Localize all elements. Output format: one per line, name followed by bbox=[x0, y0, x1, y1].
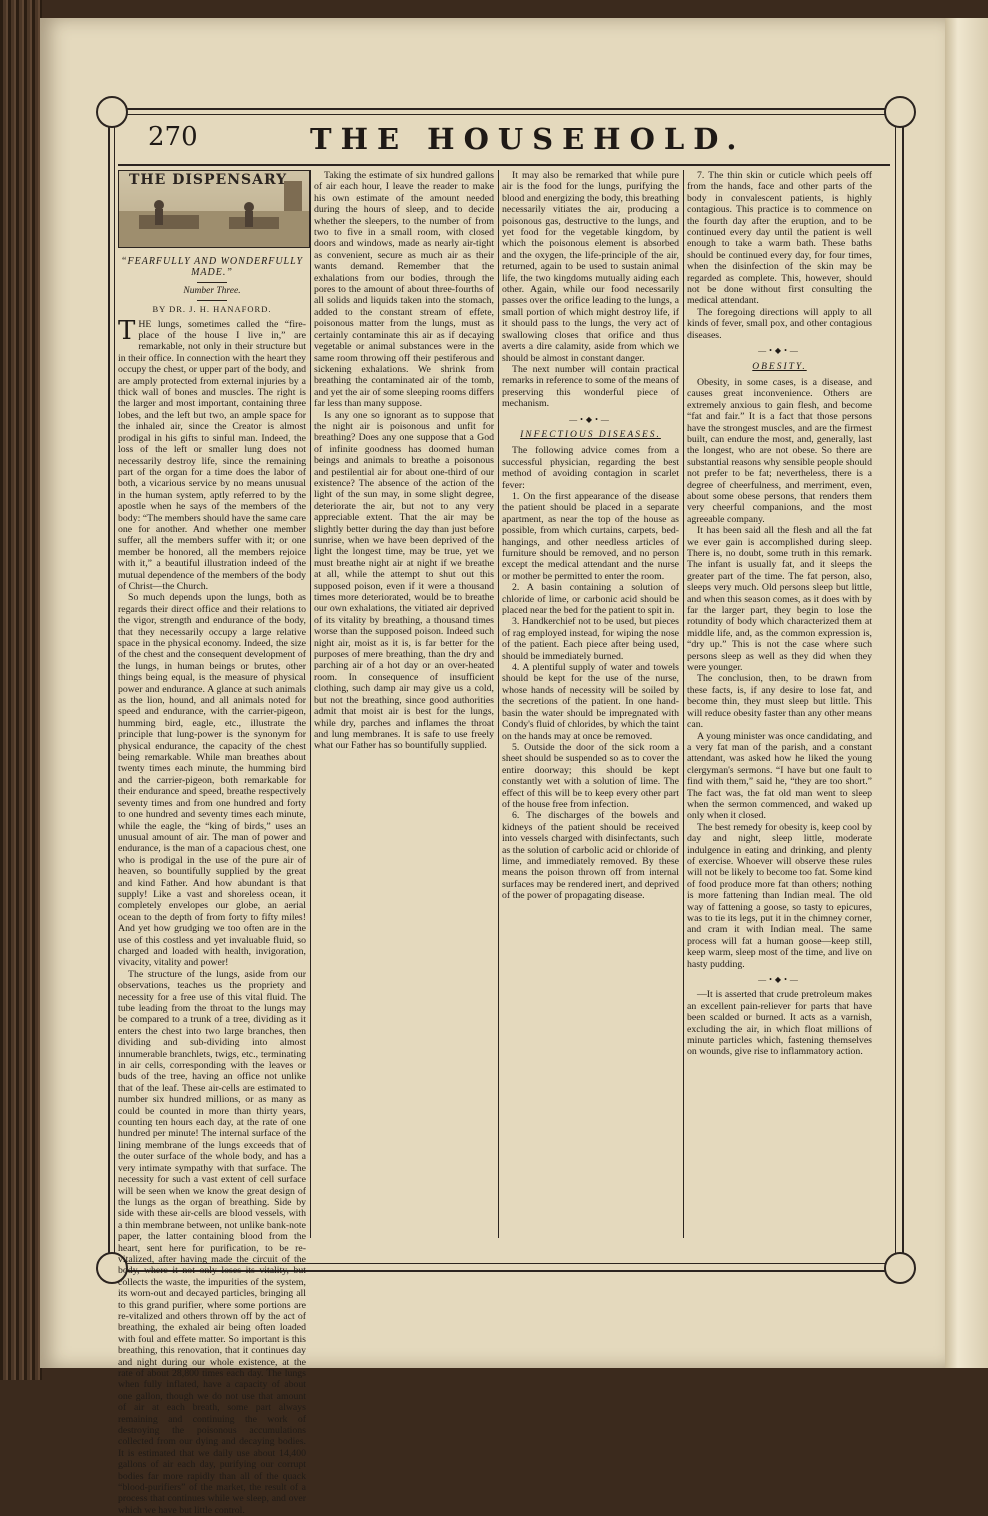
column-divider bbox=[683, 170, 684, 1238]
paragraph: 1. On the first appearance of the disease the patient should be placed in a separate apartment, as near the top of the house as possible, from which curtains, carpets, bed-hangings, and other needless articles of furniture should be removed, and no person except the medical attendant and the nurse or mother be permitted to enter the room. bbox=[502, 490, 679, 582]
article-subtitle: Number Three. bbox=[183, 285, 241, 296]
paragraph: Is any one so ignorant as to suppose that the night air is poisonous and unfit for breathing? Does any one suppose that a God of infinite goodness has doomed human beings and animals to breathe a poisonous and pestilential air for about one-third of our existence? The absence of the action of the light of the sun may, in some slight degree, deteriorate the air, but not to any very appreciable extent. That the air may be slightly better during the day than just before sunrise, when we have been deprived of the light the longest time, may be true, yet we must breathe night air at night if we breathe at all, while the attempt to shut out this supposed poison, even if it were a thousand times more deteriorated, would be to breathe our own exhalations, the vitiated air deprived of its vitality by breathing, a thousand times worse than the supposed poison. Indeed such night air, moist as it is, is far better for the purposes of mere breathing, than the dry and parching air of a hot day or an over-heated room. In consequence of insufficient clothing, such damp air may give us a cold, but not the breathing, since good authorities admit that moist air is best for the lungs, while dry, parches and inflames the throat and lung membranes. It is safe to use freely what our Father has so bountifully supplied. bbox=[314, 409, 494, 752]
paragraph: It has been said all the flesh and all the fat we ever gain is accomplished during sleep. There is, no doubt, some truth in this remark. The infant is usually fat, and it sleeps the greater part of the time. The fat person, also, sleeps very much. Old persons sleep but little, and when this season comes, as it does with by far the larger part, they begin to lose the rotundity of body which characterized them at middle life, and, as the common expression is, “dry up.” This is not the case where such persons sleep as well as they did when they were younger. bbox=[687, 525, 872, 674]
article-byline: BY DR. J. H. HANAFORD. bbox=[152, 304, 272, 315]
paragraph: 5. Outside the door of the sick room a sheet should be suspended so as to cover the entire doorway; this should be kept constantly wet with a solution of lime. The effect of this will be to keep every other part of the house free from infection. bbox=[502, 741, 679, 810]
paragraph: 6. The discharges of the bowels and kidneys of the patient should be received into vessels charged with disinfectants, such as the solution of carbolic acid or chloride of lime, and immediately removed. By these means the poison thrown off from internal surfaces may be rendered inert, and deprived of the power of propagating disease. bbox=[502, 810, 679, 902]
corner-ornament-top-right bbox=[884, 96, 916, 128]
section-heading-infectious: INFECTIOUS DISEASES. bbox=[520, 429, 661, 440]
paragraph: 4. A plentiful supply of water and towels should be kept for the use of the nurse, whose hands of necessity will be soiled by the secretions of the patient. In one hand-basin the water should be impregnated with Condy's fluid of chlorides, by which the taint on the hands may at once be removed. bbox=[502, 662, 679, 742]
corner-ornament-bottom-right bbox=[884, 1252, 916, 1284]
column-1 bbox=[118, 170, 306, 1516]
article-title: “FEARFULLY AND WONDERFULLY MADE.” bbox=[120, 256, 304, 279]
header-rule bbox=[118, 164, 890, 166]
title-rule bbox=[197, 282, 227, 283]
paragraph: The best remedy for obesity is, keep cool by day and night, sleep little, moderate indulgence in eating and drinking, and plenty of exercise. Whoever will observe these rules will not be likely to become too fat. Some kind of food produce more fat than others; nothing is more fattening than Indian meal. The old way of fattening a goose, so tasty to epicures, was to tie its legs, put it in the chimney corner, and cram it with Indian meal. The same process will fat a human goose—keep still, keep warm, sleep most of the time, and live on hasty pudding. bbox=[687, 821, 872, 970]
paragraph: 2. A basin containing a solution of chloride of lime, or carbonic acid should be placed near the bed for the patient to spit in. bbox=[502, 582, 679, 617]
paragraph: The next number will contain practical remarks in reference to some of the means of preserving this wonderful piece of mechanism. bbox=[502, 363, 679, 410]
paragraph: —It is asserted that crude pretroleum makes an excellent pain-reliever for parts that have been scalded or burned. It acts as a varnish, excluding the air, in which float millions of minute particles which, fastening themselves on wounds, give rise to inflammatory action. bbox=[687, 989, 872, 1058]
page-edge bbox=[945, 18, 988, 1368]
section-divider: —•◆•— bbox=[569, 414, 612, 424]
page-number: 270 bbox=[148, 122, 198, 152]
paragraph: So much depends upon the lungs, both as regards their direct office and their relations to the vigor, strength and endurance of the body, that they necessarily occupy a large relative space in the physical economy. Indeed, the size of the chest and the consequent development of the lungs, in human beings or brutes, other things being equal, is the measure of physical power and endurance. A glance at such animals as the lion, hound, and all animals noted for speed and endurance, with the carrier-pigeon, humming bird, eagle, etc., illustrate the principle that lung-power is the synonym for physical endurance, the capacity of the chest being remarkable. While man breathes about twenty times each minute, the humming bird and the carrier-pigeon, both remarkable for their endurance and speed, breathe respectively seventy times and from one hundred and forty to one hundred and seventy times each minute, while the eagle, the “king of birds,” uses an unusual amount of air. The man of power and endurance, is the man of a capacious chest, one who is prodigal in the use of the pure air of heaven, so bountifully supplied by the great and kind Father. And how abundant is that supply! Like a vast and shoreless ocean, it completely envelopes our globe, an aerial ocean to the depth of from forty to fifty miles! And yet how grudging we too often are in the use of this costless and yet invaluable fluid, so charged and loaded with health, invigoration, vivacity, vitality and power! bbox=[118, 592, 306, 969]
corner-ornament-top-left bbox=[96, 96, 128, 128]
drop-cap: T bbox=[118, 315, 136, 346]
paragraph: It may also be remarked that while pure air is the food for the lungs, purifying the blood and energizing the body, this breathing necessarily vitiates the air, producing a poisonous gas, destructive to the lungs, and yet food for the vegetable kingdom, by which the poisonous element is absorbed and the oxygen, the life-principle of the air, returned, again to be used to sustain animal life, the two kingdoms mutually aiding each other. Again, while our food necessarily passes over the orifice leading to the lungs, a small portion of which might destroy life, if it should pass to the lungs, the very act of swallowing closes that orifice and thus averts a dire calamity, aside from which we should be almost in constant danger. bbox=[502, 170, 679, 364]
paragraph: The foregoing directions will apply to all kinds of fever, small pox, and other contagious diseases. bbox=[687, 306, 872, 341]
subtitle-rule bbox=[197, 300, 227, 301]
page-title: THE HOUSEHOLD. bbox=[310, 122, 746, 156]
column-4 bbox=[687, 170, 872, 1240]
illustration-label: THE DISPENSARY bbox=[129, 172, 288, 188]
page-header bbox=[140, 122, 870, 164]
paragraph: The following advice comes from a successful physician, regarding the best method of avoiding contagion in scarlet fever: bbox=[502, 445, 679, 491]
column-divider bbox=[310, 170, 311, 1238]
column-divider bbox=[498, 170, 499, 1238]
column-2 bbox=[314, 170, 494, 1240]
paragraph: The conclusion, then, to be drawn from these facts, is, if any desire to lose fat, and become thin, they must sleep but little. This will reduce obesity faster than any other means can. bbox=[687, 673, 872, 731]
column-3 bbox=[502, 170, 679, 1240]
paragraph: The structure of the lungs, aside from our observations, teaches us the propriety and necessity for a free use of this vital fluid. The tube leading from the throat to the lungs may be compared to a trunk of a tree, dividing as it enters the chest into two large branches, then dividing and sub-dividing into almost innumerable branchlets, twigs, etc., terminating in air cells, corresponding with the leaves or buds of the tree, having an office not unlike that of the leaf. These air-cells are estimated to number six hundred millions, or as many as could be counted in more than thirty years, counting ten hours each day, at the rate of one hundred per minute! The internal surface of the lining membrane of the lungs exceeds that of the outer surface of the whole body, and has a very intimate sympathy with that surface. The necessity for such a vast extent of cell surface will be seen when we know the great design of the lungs as the organ of breathing. Side by side with these air-cells are blood vessels, with a thin membrane between, not unlike bank-note paper, the latter containing blood from the heart, sent here for purification, to be re-vitalized, after having made the circuit of the body, where it not only loses its vitality, but collects the waste, the impurities of the system, its worn-out and decayed particles, bringing all to this grand purifier, where some portions are re-vitalized and others thrown off by the act of breathing, the exhaled air being often loaded with foul and effete matter. So important is this breathing, this renovation, that it continues day and night during our whole existence, at the rate of about 28,800 times each day. The lungs when fully inflated, have a capacity of about one gallon, though we do not use that amount of air at each breath, some part always remaining and continuing the work of destroying the poisonous accumulations collected from our dying and decaying bodies. It is estimated that we daily use about 14,400 gallons of air each day, purifying our corrupt bodies far more rapidly than all of the quack “blood-purifiers” of the market, the result of a process that continues while we sleep, and over which we have but little control. bbox=[118, 968, 306, 1516]
section-divider: —•◆•— bbox=[758, 975, 801, 985]
paragraph: THE lungs, sometimes called the “fire-place of the house I live in,” are remarkable, not only in their structure but in their office. In connection with the heart they occupy the chest, or upper part of the body, and are amply protected from external injuries by a thick wall of bones and muscles. The right is the larger and most important, containing three lobes, and the left but two, an ample space for the inhaled air, since the Creator is almost prodigal in his gifts to sinful man. Indeed, the loss of the left or smaller lung does not necessarily destroy life, since the remaining part of the organ for a time does the labor of both, a vicarious service by no means unusual in the human system, aptly referred to by the apostle when he says of the members of the body: “The members should have the same care one for another. And whether one member suffer, all the members suffer with it; or one member be honored, all the members rejoice with it,” a beautiful illustration indeed of the mutual dependence of the members of the body of Christ—the Church. bbox=[118, 315, 306, 592]
section-heading-obesity: OBESITY. bbox=[752, 361, 807, 372]
book-spine bbox=[0, 0, 42, 1380]
paragraph: 3. Handkerchief not to be used, but pieces of rag employed instead, for wiping the nose of the patient. Each piece after being used, should be immediately burned. bbox=[502, 616, 679, 662]
paragraph: Taking the estimate of six hundred gallons of air each hour, I leave the reader to make his own estimate of the amount needed during the hours of sleep, and to decide whether the sleepers, to the number of from two to five in a small room, with closed doors and windows, made as nearly air-tight as convenient, secure as much air as their wants demand. Remember that the exhalations from our bodies, through the pores to the amount of about three-fourths of all solids and liquids taken into the stomach, added to the constant stream of effete, poisonous matter from the lungs, must as certainly contaminate this air as if decaying vegetable or animal substances were in the same room throwing off their pestiferous and sickening exhalations. We shrink from breathing the contaminated air of the tomb, and yet the air of some sleeping rooms differs far less than many suppose. bbox=[314, 170, 494, 410]
paragraph: A young minister was once candidating, and a very fat man of the parish, and a constant attendant, was asked how he liked the young clergyman's sermons. “I have but one fault to find with them,” said he, “they are too short.” The fact was, the fat old man went to sleep when the sermon commenced, and waked up only when it closed. bbox=[687, 730, 872, 822]
paragraph: Obesity, in some cases, is a disease, and causes great inconvenience. Others are extremely anxious to gain flesh, and become “fat and fair.” It is a fact that those persons have the strongest muscles, and are the firmest built, can endure the most, and, generally, last the longest, who are not obese. So there are substantial reasons why sensible people should not prefer to be fat; nevertheless, there is a degree of cheerfulness, and merriment, even, about some obese persons, that renders them very cheerful companions, and the most agreeable company. bbox=[687, 376, 872, 525]
dispensary-illustration bbox=[118, 170, 310, 248]
section-divider: —•◆•— bbox=[758, 346, 801, 356]
paragraph: 7. The thin skin or cuticle which peels off from the hands, face and other parts of the body in convalescent patients, is highly contagious. This practice is to commence on the fourth day after the eruption, and to be continued every day until the patient is well enough to take a warm bath. These baths should be continued every day, for four times, when the disinfection of the skin may be regarded as complete. This, however, should not be done without first consulting the medical attendant. bbox=[687, 170, 872, 307]
